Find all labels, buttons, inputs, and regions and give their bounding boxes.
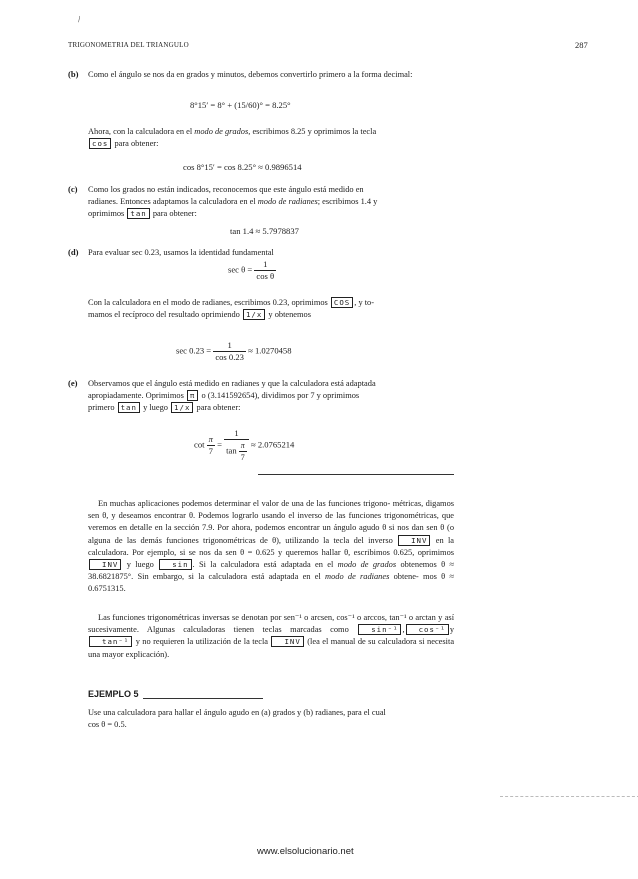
cos-key[interactable]: cos (89, 138, 111, 149)
stray-mark: \ (75, 14, 83, 24)
page-number: 287 (575, 40, 588, 50)
part-d-eq1: sec θ = $\frac{1}{\text{cos θ}}$ (228, 259, 275, 281)
tan-inverse-key[interactable]: tan⁻¹ (89, 636, 132, 647)
part-c-eq: tan 1.4 ≈ 5.7978837 (230, 226, 299, 236)
tan-key-2[interactable]: tan (118, 402, 140, 413)
part-c-text: Como los grados no están indicados, reconocemos que este ángulo está medido en radianes. Entonces adaptamos la calculadora en el modo de radianes; escribimos 1.4 y oprimimos tan para obtener: (88, 185, 378, 219)
cos-inverse-key[interactable]: cos⁻¹ (406, 624, 449, 635)
part-b-eq1: 8°15′ = 8° + (15/60)° = 8.25° (190, 100, 291, 110)
part-d-text: Con la calculadora en el modo de radianes, escribimos 0.23, oprimimos COS , y to- mamos el recíproco del resultado oprimiendo 1/x y obtenemos (88, 298, 375, 320)
part-b-eq2: cos 8°15′ = cos 8.25° ≈ 0.9896514 (183, 162, 302, 172)
tan-key[interactable]: tan (127, 208, 149, 219)
reciprocal-key[interactable]: 1/x (243, 309, 265, 320)
part-d-label: (d) (68, 247, 79, 257)
sin-key[interactable]: sin (159, 559, 191, 570)
paragraph-inverse-notation: Las funciones trigonométricas inversas se denotan por sen⁻¹ o arcsen, cos⁻¹ o arccos, tan⁻¹ o arctan y así sucesivamente. Algunas calculadoras tienen teclas marcadas como sin⁻¹ , cos⁻¹ ytan⁻¹ y no requieren la utilización de la tecla INV (lea el manual de su calculadora si necesita una mayor explicación). (88, 613, 455, 659)
running-header: TRIGONOMETRIA DEL TRIANGULO (68, 41, 189, 49)
pi-key[interactable]: π (187, 390, 198, 401)
example-statement: Use una calculadora para hallar el ángulo agudo en (a) grados y (b) radianes, para el cual cos θ = 0.5. (88, 708, 386, 730)
part-c-label: (c) (68, 184, 78, 194)
inv-key[interactable]: INV (398, 535, 430, 546)
part-d-eq2: sec 0.23 = $\frac{1}{\cos 0.23}$ ≈ 1.0270458 (176, 340, 292, 362)
footer-url: www.elsolucionario.net (257, 846, 354, 857)
part-e-label: (e) (68, 378, 78, 388)
end-rule (258, 474, 454, 475)
scan-artifact-line (500, 796, 638, 797)
inv-key-2[interactable]: INV (89, 559, 121, 570)
cos-key-upper[interactable]: COS (331, 297, 353, 308)
part-b-text2: Ahora, con la calculadora en el modo de grados, escribimos 8.25 y oprimimos la tecla cos para obtener: (88, 127, 377, 149)
part-e-eq: cot $\frac{\pi}{7}$ = 1 tan $\frac{\pi}{7}$ ≈ 2.0765214 (194, 428, 295, 462)
example-title: EJEMPLO 5 (88, 689, 139, 699)
part-b-intro: Como el ángulo se nos da en grados y minutos, debemos convertirlo primero a la forma decimal: (88, 70, 413, 79)
part-d-intro: Para evaluar sec 0.23, usamos la identidad fundamental (88, 248, 274, 257)
paragraph-inverse-functions: En muchas aplicaciones podemos determinar el valor de una de las funciones trigono- métricas, digamos sen θ, y deseamos encontrar θ. Podemos lograrlo usando el inverso de las funciones trigonométricas, que veremos en detalle en la sección 7.9. Por ahora, podemos encontrar un ángulo agudo θ si nos dan sen θ (o alguna de las demás funciones trigonométricas de θ), utilizando la tecla del inverso INV en la calculadora. Por ejemplo, si se nos da sen θ = 0.625 y queremos hallar θ, escribimos 0.625, oprimimos INV y luego sin . Si la calculadora está adaptada en el modo de grados obtenemos θ ≈ 38.6821875°. Sin embargo, si la calculadora está adaptada en el modo de radianes obtene- mos θ ≈ 0.6751315. (88, 499, 455, 594)
example-rule (143, 698, 263, 699)
part-b-label: (b) (68, 69, 79, 79)
sin-inverse-key[interactable]: sin⁻¹ (358, 624, 401, 635)
part-e-text: Observamos que el ángulo está medido en radianes y que la calculadora está adaptada apropiadamente. Oprimimos π o (3.141592654), dividimos por 7 y oprimimos primero tan y luego 1/x para obtener: (88, 379, 376, 413)
inv-key-3[interactable]: INV (271, 636, 303, 647)
reciprocal-key-2[interactable]: 1/x (171, 402, 193, 413)
